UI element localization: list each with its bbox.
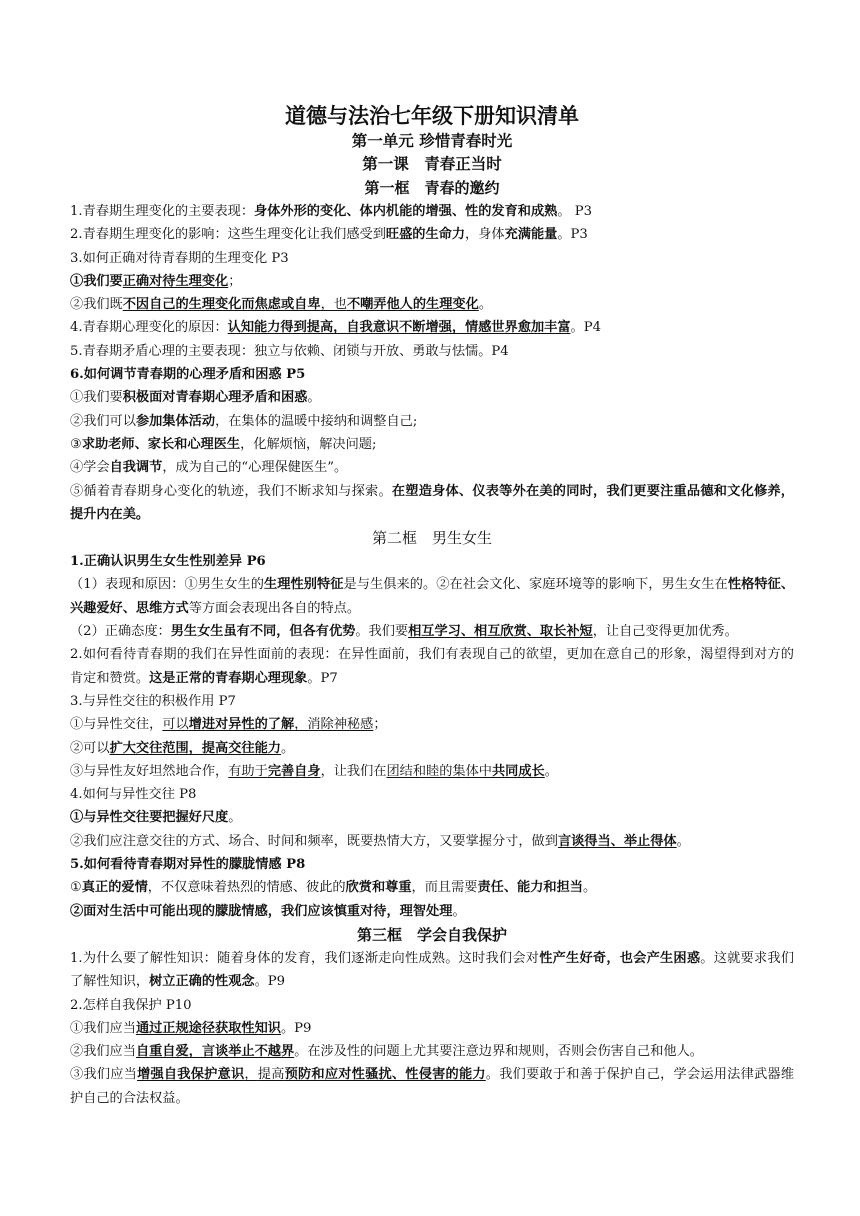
list-item: 1.正确认识男生女生性别差异 P6	[70, 554, 266, 570]
list-item: 2.如何看待青春期的我们在异性面前的表现：在异性面前，我们有表现自己的欲望，更加在意自己的形象，渴望得到对方的肯定和赞赏。这是正常的青春期心理现象。P7	[70, 647, 794, 686]
list-item: ③我们应当增强自我保护意识，提高预防和应对性骚扰、性侵害的能力。我们要敢于和善于保护自己，学会运用法律武器维护自己的合法权益。	[70, 1067, 795, 1106]
list-item: ③求助老师、家长和心理医生，化解烦恼，解决问题;	[70, 436, 377, 452]
section-heading: 第三框 学会自我保护	[356, 925, 507, 944]
list-item: 1.为什么要了解性知识：随着身体的发育，我们逐渐走向性成熟。这时我们会对性产生好奇，也会产生困惑。这就要求我们了解性知识，树立正确的性观念。P9	[70, 950, 795, 990]
section-heading: 第二框 男生女生	[371, 529, 492, 548]
list-item: 2.怎样自我保护 P10	[70, 997, 192, 1013]
section-heading: 第一框 青春的邀约	[364, 179, 500, 197]
list-item: （2）正确态度：男生女生虽有不同，但各有优势。我们要相互学习、相互欣赏、取长补短，让自己变得更加优秀。	[70, 624, 738, 640]
list-item: ②可以扩大交往范围，提高交往能力。	[70, 740, 295, 756]
list-item: ①与异性交往要把握好尺度。	[70, 810, 242, 826]
list-item: ⑤循着青春期身心变化的轨迹，我们不断求知与探索。在塑造身体、仪表等外在美的同时，我们更要注重品德和文化修养，提升内在美。	[70, 483, 794, 522]
list-item: ①我们要正确对待生理变化；	[70, 273, 242, 289]
list-item: 3.与异性交往的积极作用 P7	[70, 693, 236, 709]
list-item: ①真正的爱情，不仅意味着热烈的情感、彼此的欣赏和尊重，而且需要责任、能力和担当。	[70, 880, 597, 896]
lesson-heading: 第一课 青春正当时	[362, 155, 502, 173]
document-title: 道德与法治七年级下册知识清单	[285, 104, 579, 128]
list-item: ①与异性交往，可以增进对异性的了解，消除神秘感；	[70, 717, 387, 733]
list-item: ①我们要积极面对青春期心理矛盾和困惑。	[70, 390, 321, 406]
list-item: ②我们应当自重自爱，言谈举止不越界。在涉及性的问题上尤其要注意边界和规则，否则会伤害自己和他人。	[70, 1044, 703, 1060]
list-item: ②我们应注意交往的方式、场合、时间和频率，既要热情大方，又要掌握分寸，做到言谈得当、举止得体。	[70, 833, 690, 849]
list-item: （1）表现和原因：①男生女生的生理性别特征是与生俱来的。②在社会文化、家庭环境等的影响下，男生女生在性格特征、兴趣爱好、思维方式等方面会表现出各自的特点。	[70, 577, 795, 616]
list-item: 1.青春期生理变化的主要表现：身体外形的变化、体内机能的增强、性的发育和成熟。 P3	[70, 204, 592, 219]
list-item: ①我们应当通过正规途径获取性知识。P9	[70, 1020, 312, 1036]
list-item: ③与异性友好坦然地合作，有助于完善自身，让我们在团结和睦的集体中共同成长。	[70, 763, 558, 779]
list-item: 6.如何调节青春期的心理矛盾和困惑 P5	[70, 367, 306, 383]
list-item: ②我们既不因自己的生理变化而焦虑或自卑，也不嘲弄他人的生理变化。	[70, 297, 492, 313]
list-item: ④学会自我调节，成为自己的“心理保健医生”。	[70, 460, 348, 476]
unit-heading: 第一单元 珍惜青春时光	[351, 132, 513, 150]
list-item: ②面对生活中可能出现的朦胧情感，我们应该慎重对待，理智处理。	[70, 903, 466, 919]
document-page	[70, 102, 794, 1110]
list-item: 5.青春期矛盾心理的主要表现：独立与依赖、闭锁与开放、勇敢与怯懦。P4	[70, 343, 509, 359]
list-item: 4.青春期心理变化的原因：认知能力得到提高，自我意识不断增强，情感世界愈加丰富。P4	[70, 320, 601, 336]
list-item: 5.如何看待青春期对异性的朦胧情感 P8	[70, 857, 306, 873]
list-item: 2.青春期生理变化的影响：这些生理变化让我们感受到旺盛的生命力，身体充满能量。P3	[70, 227, 588, 243]
list-item: 4.如何与异性交往 P8	[70, 787, 197, 803]
list-item: ②我们可以参加集体活动，在集体的温暖中接纳和调整自己;	[70, 413, 418, 429]
list-item: 3.如何正确对待青春期的生理变化 P3	[70, 250, 289, 266]
